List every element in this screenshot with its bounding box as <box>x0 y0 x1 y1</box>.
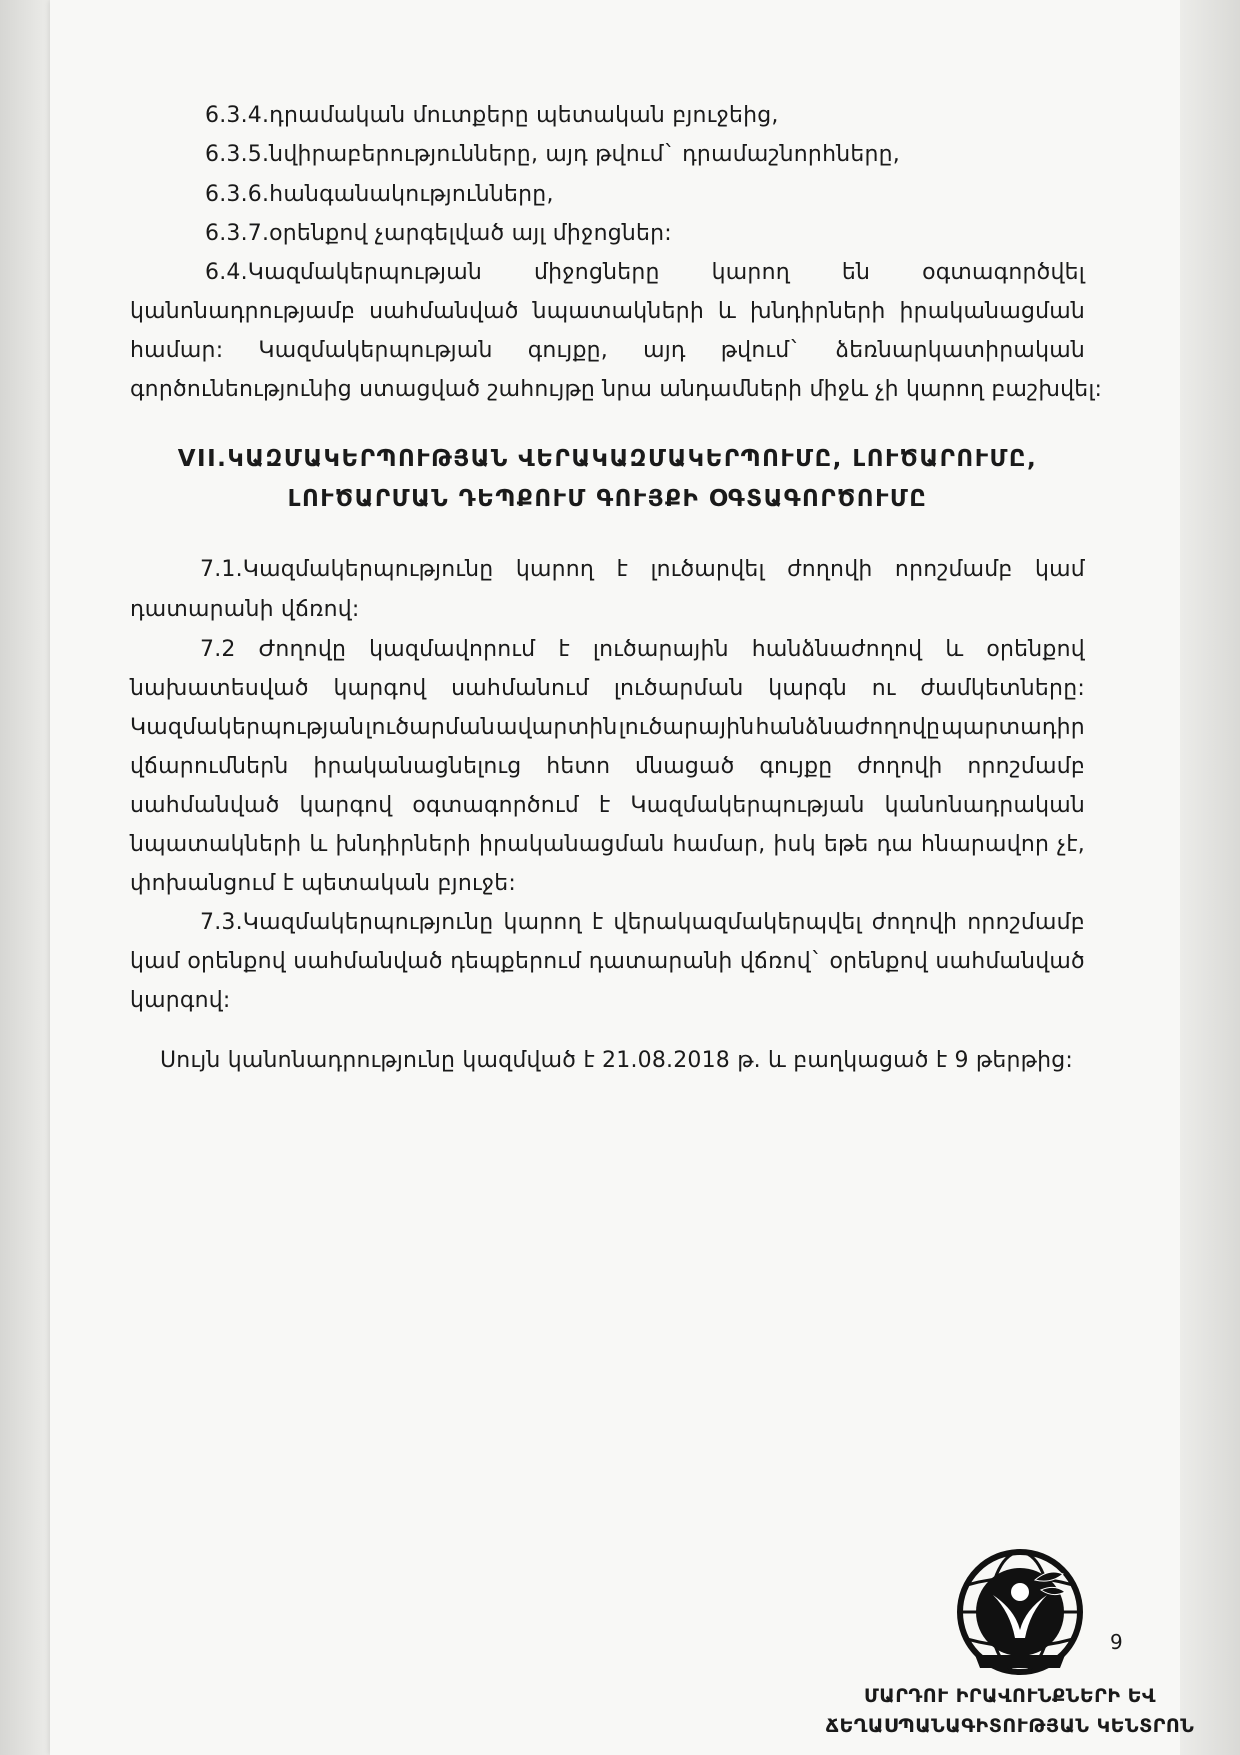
word: ժամկետները: <box>920 676 1085 701</box>
word: համար: <box>130 338 224 363</box>
word: 7.2 <box>200 637 236 662</box>
word: և <box>717 299 737 324</box>
word: ժողովի <box>857 754 943 779</box>
para-7-2-line-5 <box>130 791 1085 821</box>
item-6-3-7: 6.3.7.օրենքով չարգելված այլ միջոցներ: <box>205 221 672 246</box>
word: 7.3.Կազմակերպությունը <box>200 910 494 935</box>
word: լուծարվել <box>650 557 765 582</box>
word: և <box>945 637 964 662</box>
scan-edge-right <box>1180 0 1240 1755</box>
word: գույքը <box>759 754 833 779</box>
word: Կազմակերպության <box>630 793 865 818</box>
para-6-4-line-3 <box>130 336 1085 366</box>
para-7-2-line-7: փոխանցում է պետական բյուջե: <box>130 871 517 896</box>
word: պարտադիր <box>941 715 1085 740</box>
word: ու <box>871 676 896 701</box>
word: են <box>841 260 871 285</box>
word: սահմանված <box>293 949 443 974</box>
section-heading-line-1: VII.ԿԱԶՄԱԿԵՐՊՈՒԹՅԱՆ ՎԵՐԱԿԱԶՄԱԿԵՐՊՈՒՄԸ, ԼՈՒԾԱՐՈՒՄԸ, <box>177 446 1038 472</box>
para-6-4-line-4: գործունեությունից ստացված շահույթը նրա անդամների միջև չի կարող բաշխվել: <box>130 377 1103 402</box>
para-7-2-line-2 <box>130 674 1085 704</box>
word: համար, <box>672 832 766 857</box>
word: իրականացման <box>899 299 1085 324</box>
word: կանոնադրական <box>884 793 1085 818</box>
word: չէ, <box>1057 832 1085 857</box>
word: է <box>616 557 629 582</box>
word: մնացած <box>635 754 735 779</box>
word: որոշմամբ <box>894 557 1013 582</box>
para-7-2-line-1 <box>200 635 1085 665</box>
word: թվում` <box>720 338 801 363</box>
word: եթե <box>823 832 869 857</box>
word: սահմանված <box>369 299 519 324</box>
para-6-4-line-1 <box>205 258 1085 288</box>
word: հետո <box>546 754 611 779</box>
para-6-4-line-2 <box>130 297 1085 327</box>
word: խնդիրների <box>335 832 471 857</box>
word: ավարտին <box>496 715 618 740</box>
word: Կազմակերպության <box>258 338 493 363</box>
word: կարգով <box>333 676 427 701</box>
word: հանձնաժողով <box>751 637 923 662</box>
word: օրենքով <box>986 637 1085 662</box>
word: դա <box>876 832 913 857</box>
word: նպատակների <box>532 299 704 324</box>
word: խնդիրների <box>749 299 886 324</box>
word: կամ <box>130 949 180 974</box>
para-7-3-line-2 <box>130 947 1085 977</box>
para-7-3-line-1 <box>200 908 1085 938</box>
para-7-2-line-6 <box>130 830 1085 860</box>
globe-with-person-and-leaves-icon <box>945 1540 1095 1690</box>
word: 6.4.Կազմակերպության <box>205 260 483 285</box>
word: ժողովի <box>871 910 958 935</box>
word: 7.1.Կազմակերպությունը <box>200 557 494 582</box>
word: Ժողովը <box>258 637 347 662</box>
org-name-line-1: ՄԱՐԴՈՒ ԻՐԱՎՈՒՆՔՆԵՐԻ ԵՎ <box>863 1685 1157 1707</box>
para-7-1-line-1 <box>200 555 1085 585</box>
word: լուծարման <box>613 676 744 701</box>
item-6-3-4: 6.3.4.դրամական մուտքերը պետական բյուջեից, <box>205 103 779 128</box>
word: նպատակների <box>130 832 302 857</box>
para-7-2-line-4 <box>130 752 1085 782</box>
word: լուծարային <box>592 637 729 662</box>
word: վճարումներն <box>130 754 289 779</box>
word: ձեռնարկատիրական <box>835 338 1085 363</box>
word: օգտագործում <box>412 793 579 818</box>
word: կարգով <box>299 793 393 818</box>
word: միջոցները <box>534 260 660 285</box>
word: դեպքերում <box>450 949 582 974</box>
word: այդ <box>643 338 686 363</box>
word: հանձնաժողովը <box>755 715 941 740</box>
word: սահմանում <box>451 676 590 701</box>
org-name-line-2: ՃԵՂԱՍՊԱՆԱԳԻՏՈՒԹՅԱՆ ԿԵՆՏՐՈՆ <box>825 1715 1195 1737</box>
word: սահմանված <box>935 949 1085 974</box>
para-7-3-line-3: կարգով: <box>130 988 231 1013</box>
page-number: 9 <box>1110 1630 1123 1654</box>
word: որոշմամբ <box>967 754 1085 779</box>
word: ժողովի <box>787 557 873 582</box>
word: լուծարային <box>618 715 755 740</box>
scan-edge-left <box>0 0 50 1755</box>
section-heading-line-2: ԼՈՒԾԱՐՄԱՆ ԴԵՊՔՈՒՄ ԳՈՒՅՔԻ ՕԳՏԱԳՈՐԾՈՒՄԸ <box>287 486 928 512</box>
word: է <box>558 637 570 662</box>
closing-statement: Սույն կանոնադրությունը կազմված է 21.08.2018 թ. և բաղկացած է 9 թերթից: <box>160 1048 1073 1073</box>
word: կարող <box>711 260 790 285</box>
word: վճռով` <box>739 949 823 974</box>
word: լուծարման <box>365 715 495 740</box>
item-6-3-6: 6.3.6.հանգանակությունները, <box>205 182 554 207</box>
word: իրականացնելուց <box>313 754 522 779</box>
word: օրենքով <box>829 949 928 974</box>
word: կարգն <box>768 676 847 701</box>
word: օգտագործվել <box>922 260 1085 285</box>
word: դատարանի <box>588 949 733 974</box>
word: որոշմամբ <box>967 910 1085 935</box>
word: հնարավոր <box>921 832 1050 857</box>
word: սահմանված <box>130 793 280 818</box>
para-7-2-line-3 <box>130 713 1085 743</box>
word: կամ <box>1035 557 1085 582</box>
item-6-3-5: 6.3.5.նվիրաբերությունները, այդ թվում` դրամաշնորհները, <box>205 142 900 167</box>
word: է <box>598 793 611 818</box>
word: օրենքով <box>187 949 286 974</box>
word: նախատեսված <box>130 676 309 701</box>
word: կարող <box>503 910 582 935</box>
word: կազմավորում <box>369 637 536 662</box>
word: և <box>309 832 328 857</box>
word: կանոնադրությամբ <box>130 299 356 324</box>
word: իսկ <box>773 832 816 857</box>
word: իրականացման <box>479 832 665 857</box>
word: Կազմակերպության <box>130 715 365 740</box>
word: վերակազմակերպվել <box>613 910 862 935</box>
word: է <box>591 910 604 935</box>
word: կարող <box>515 557 595 582</box>
word: գույքը, <box>527 338 608 363</box>
para-7-1-line-2: դատարանի վճռով: <box>130 597 360 622</box>
